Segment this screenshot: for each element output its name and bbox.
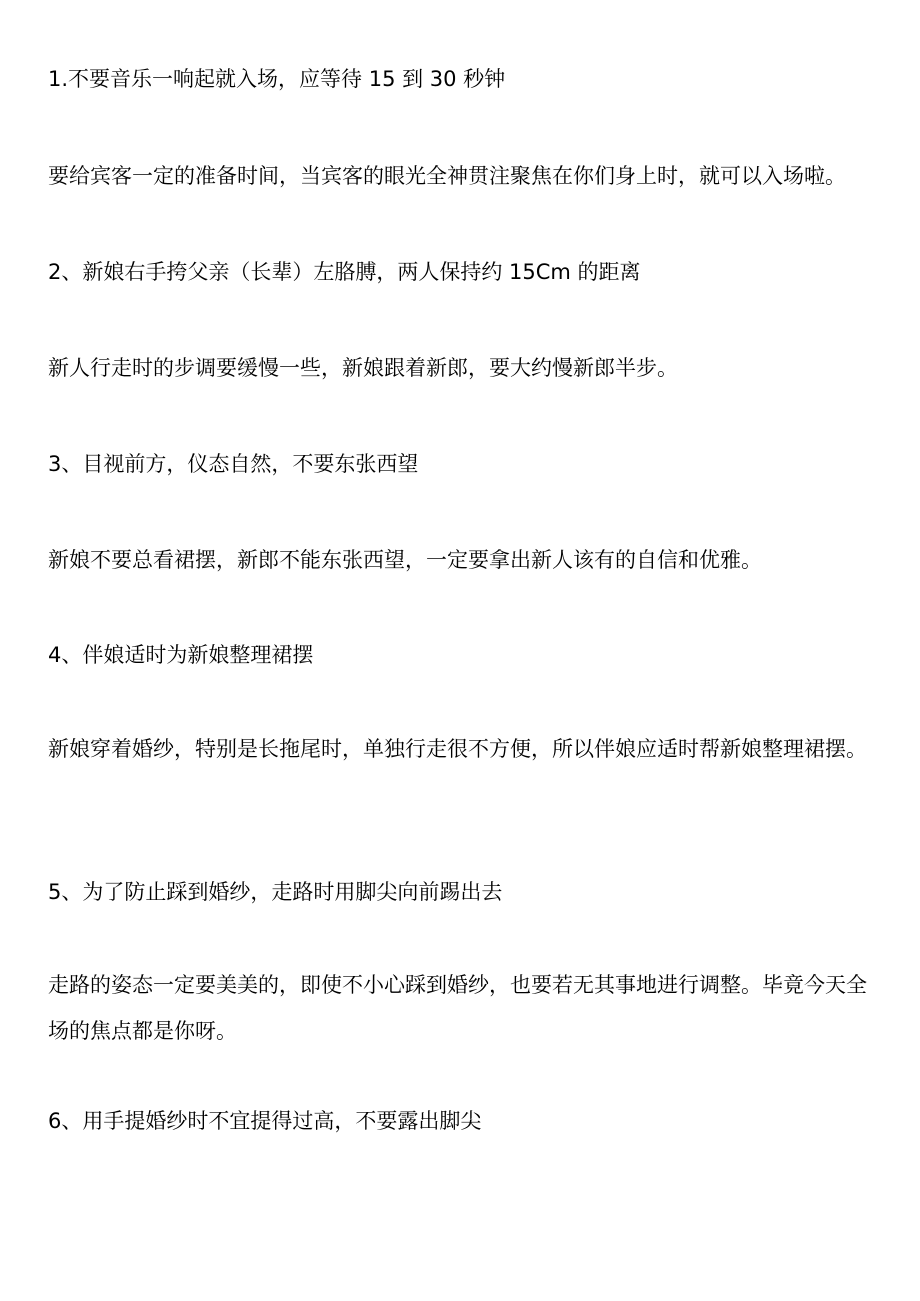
item-3-heading: 3、目视前方，仪态自然，不要东张西望 <box>48 452 419 476</box>
item-6-heading: 6、用手提婚纱时不宜提得过高，不要露出脚尖 <box>48 1109 482 1133</box>
item-1-heading: 1.不要音乐一响起就入场，应等待 15 到 30 秒钟 <box>48 67 506 91</box>
item-2-heading: 2、新娘右手挎父亲（长辈）左胳膊，两人保持约 15Cm 的距离 <box>48 260 641 284</box>
item-5-body: 走路的姿态一定要美美的，即使不小心踩到婚纱，也要若无其事地进行调整。毕竟今天全场的焦点都是你呀。 <box>48 973 867 1043</box>
item-3-body: 新娘不要总看裙摆，新郎不能东张西望，一定要拿出新人该有的自信和优雅。 <box>48 548 762 572</box>
item-1-body: 要给宾客一定的准备时间，当宾客的眼光全神贯注聚焦在你们身上时，就可以入场啦。 <box>48 164 846 188</box>
item-2-body: 新人行走时的步调要缓慢一些，新娘跟着新郎，要大约慢新郎半步。 <box>48 356 678 380</box>
item-4-body: 新娘穿着婚纱，特别是长拖尾时，单独行走很不方便，所以伴娘应适时帮新娘整理裙摆。 <box>48 737 867 761</box>
item-5-heading: 5、为了防止踩到婚纱，走路时用脚尖向前踢出去 <box>48 880 503 904</box>
item-4-heading: 4、伴娘适时为新娘整理裙摆 <box>48 643 314 667</box>
